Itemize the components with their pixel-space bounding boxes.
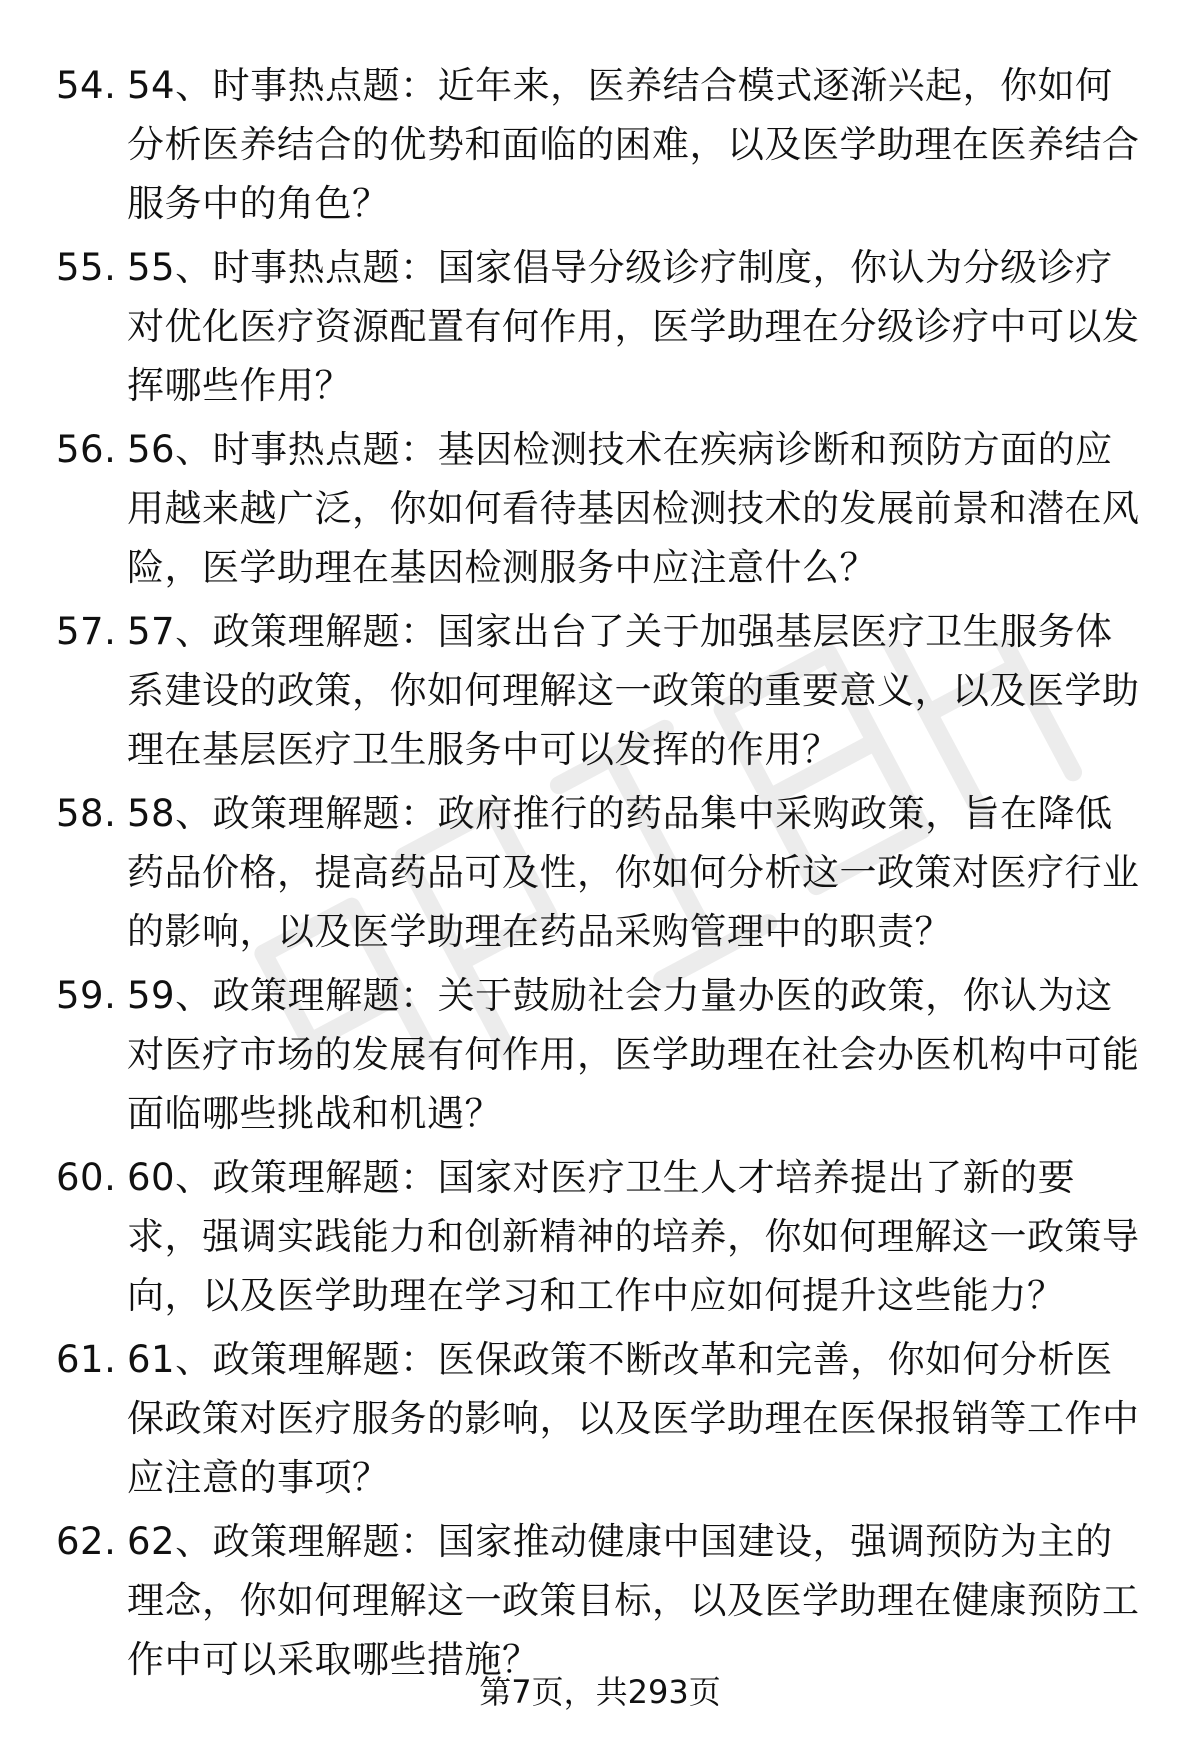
page-number: 第7页，共293页 [479,1673,721,1711]
question-text: 61、政策理解题：医保政策不断改革和完善，你如何分析医保政策对医疗服务的影响，以及医学助理在医保报销等工作中应注意的事项？ [127,1338,1140,1499]
question-item [56,784,1146,961]
question-item [56,1330,1146,1507]
question-text: 57、政策理解题：国家出台了关于加强基层医疗卫生服务体系建设的政策，你如何理解这一政策的重要意义，以及医学助理在基层医疗卫生服务中可以发挥的作用？ [127,610,1140,771]
question-item [56,602,1146,779]
question-item [56,238,1146,415]
question-number: 56. [56,428,117,471]
question-text: 56、时事热点题：基因检测技术在疾病诊断和预防方面的应用越来越广泛，你如何看待基因检测技术的发展前景和潜在风险，医学助理在基因检测服务中应注意什么？ [127,428,1140,589]
question-number: 61. [56,1338,117,1381]
question-number: 57. [56,610,117,653]
question-number: 55. [56,246,117,289]
question-number: 59. [56,974,117,1017]
question-text: 59、政策理解题：关于鼓励社会力量办医的政策，你认为这对医疗市场的发展有何作用，医学助理在社会办医机构中可能面临哪些挑战和机遇？ [127,974,1140,1135]
question-number: 62. [56,1520,117,1563]
question-text: 62、政策理解题：国家推动健康中国建设，强调预防为主的理念，你如何理解这一政策目标，以及医学助理在健康预防工作中可以采取哪些措施？ [127,1520,1140,1681]
question-number: 60. [56,1156,117,1199]
question-item [56,56,1146,233]
question-text: 60、政策理解题：国家对医疗卫生人才培养提出了新的要求，强调实践能力和创新精神的培养，你如何理解这一政策导向，以及医学助理在学习和工作中应如何提升这些能力？ [127,1156,1140,1317]
question-text: 54、时事热点题：近年来，医养结合模式逐渐兴起，你如何分析医养结合的优势和面临的困难，以及医学助理在医养结合服务中的角色？ [127,64,1140,225]
question-item [56,420,1146,597]
question-text: 58、政策理解题：政府推行的药品集中采购政策，旨在降低药品价格，提高药品可及性，你如何分析这一政策对医疗行业的影响，以及医学助理在药品采购管理中的职责？ [127,792,1140,953]
question-text: 55、时事热点题：国家倡导分级诊疗制度，你认为分级诊疗对优化医疗资源配置有何作用，医学助理在分级诊疗中可以发挥哪些作用？ [127,246,1140,407]
question-list [56,56,1146,1694]
question-item [56,1148,1146,1325]
question-item [56,966,1146,1143]
question-number: 54. [56,64,117,107]
question-item [56,1512,1146,1689]
question-number: 58. [56,792,117,835]
